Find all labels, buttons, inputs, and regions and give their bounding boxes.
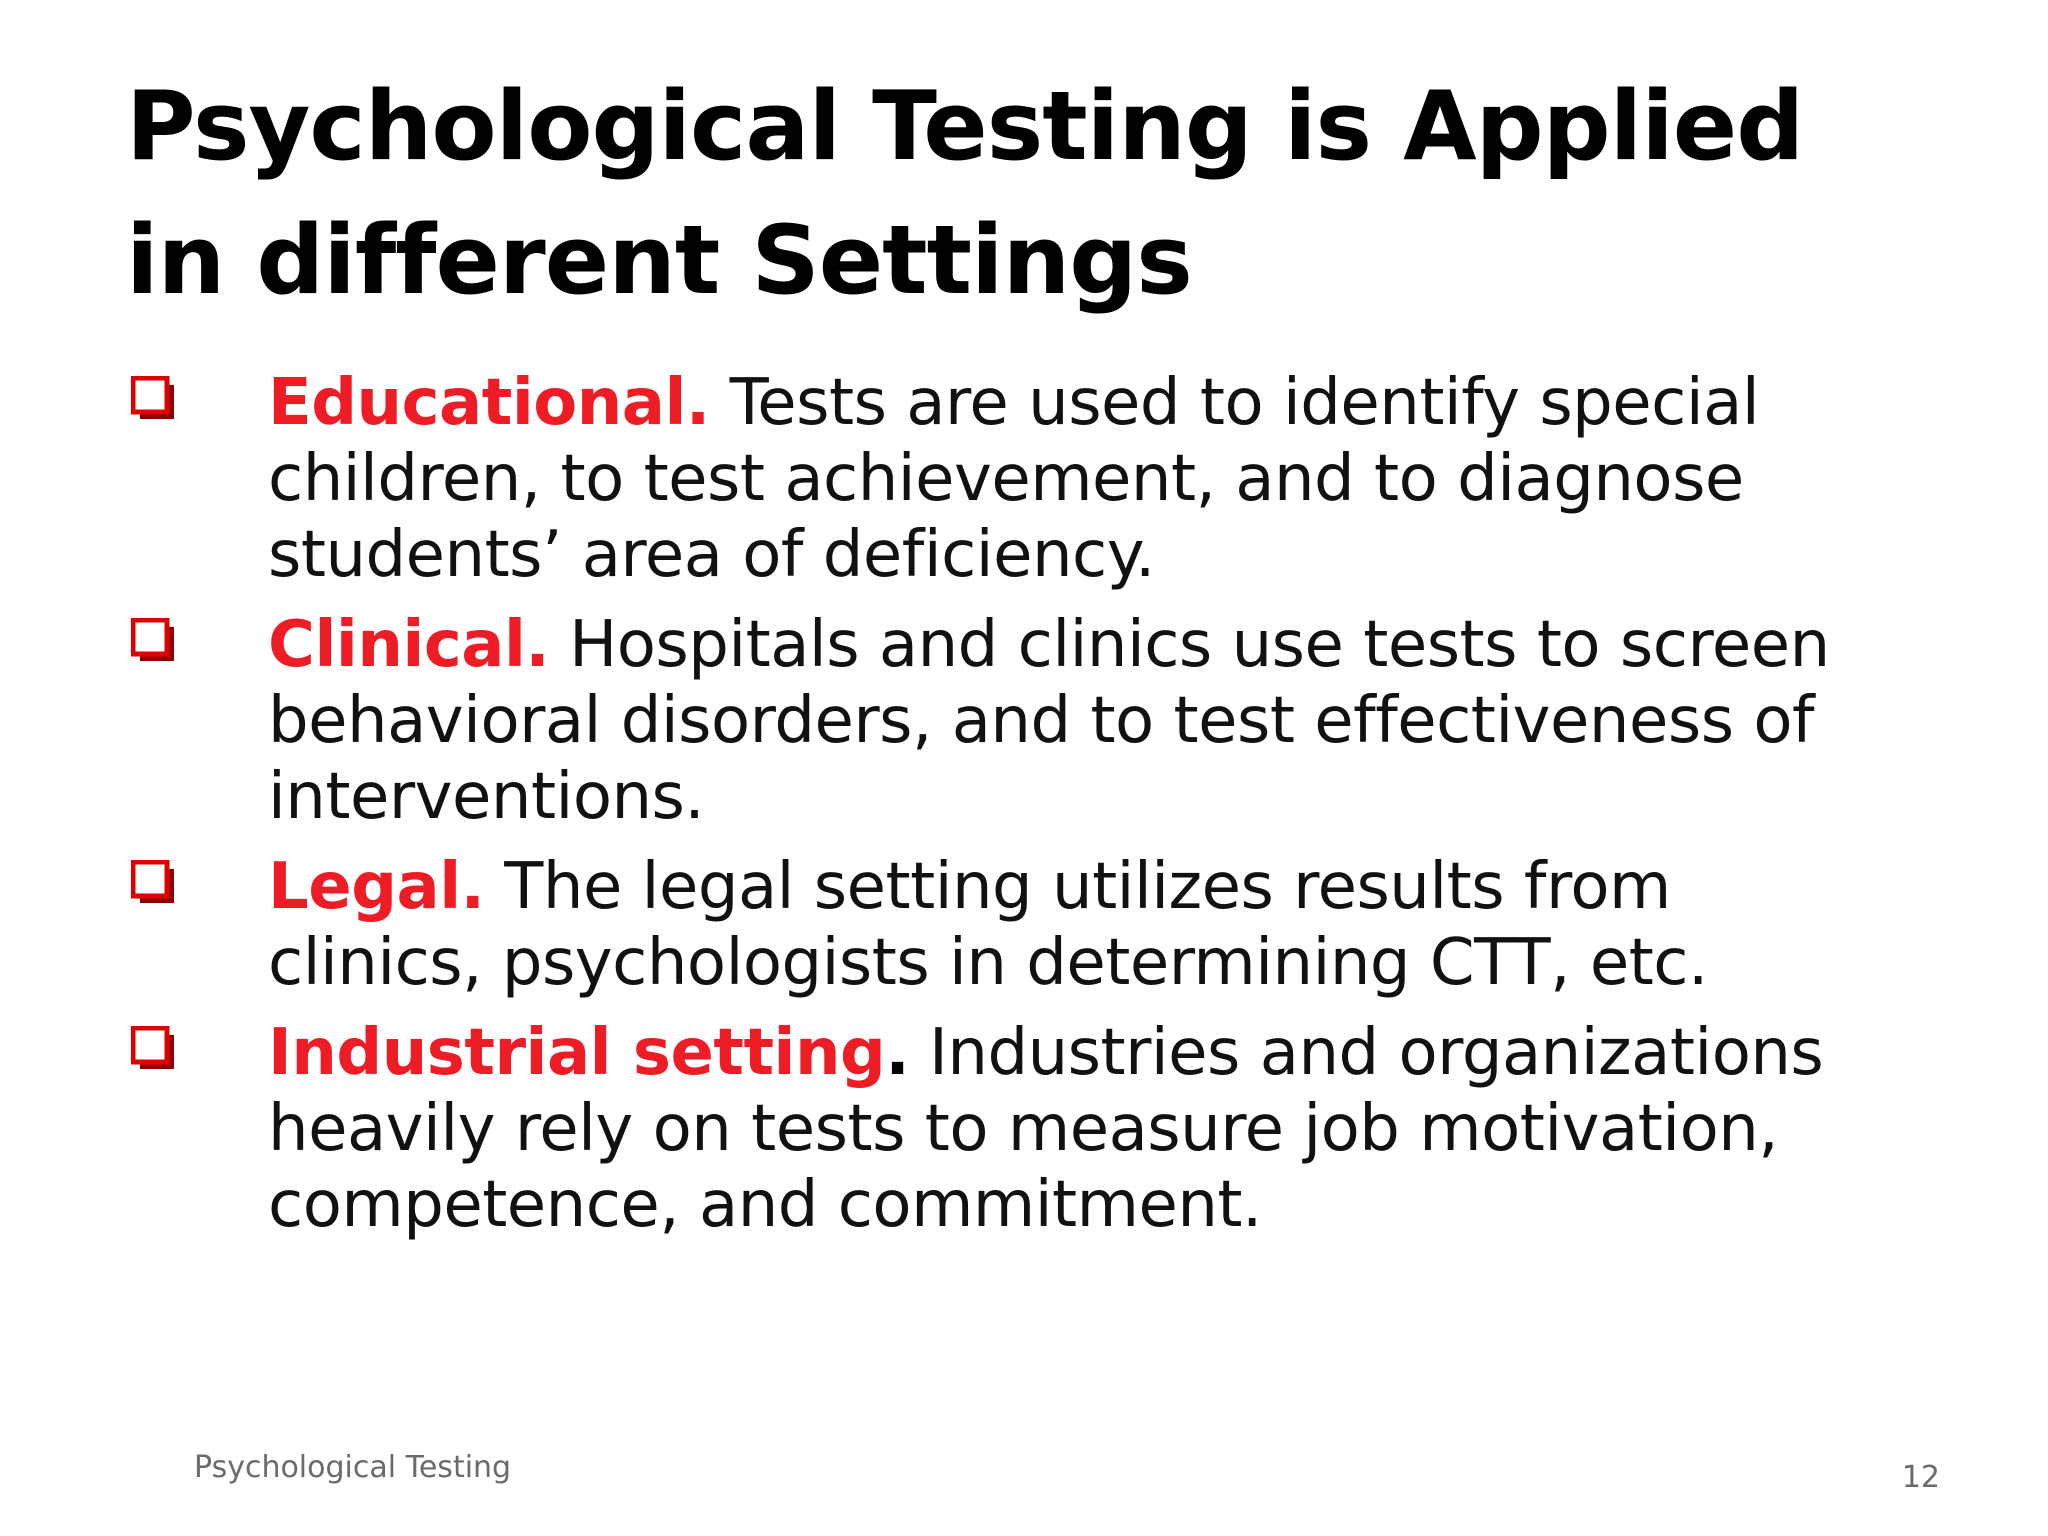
bullet-text [268,1015,1868,1243]
bullet-description: Industries and organizations heavily rely on tests to measure job motivation, competence, and commitment. [268,1016,1824,1242]
bullet-text [268,607,1868,835]
bullet-description: Hospitals and clinics use tests to screen behavioral disorders, and to test effectiveness of interventions. [268,608,1830,834]
bullet-term: Educational [268,366,686,440]
bullet-description: The legal setting utilizes results from clinics, psychologists in determining CTT, etc. [268,850,1708,1000]
page-number: 12 [1901,1460,1940,1495]
bullet-term: Clinical [268,608,526,682]
checkbox-icon [131,1026,175,1070]
bullet-term-period: . [885,1016,910,1090]
bullet-text [268,365,1868,593]
slide-title: Psychological Testing is Applied in different Settings [126,72,1804,316]
bullet-text [268,849,1868,1001]
checkbox-icon [131,860,175,904]
bullet-term-period: . [685,366,710,440]
footer-label: Psychological Testing [194,1450,512,1485]
checkbox-icon [131,618,175,662]
bullet-term-period: . [460,850,485,924]
bullet-term: Industrial setting [268,1016,886,1090]
checkbox-icon [131,376,175,420]
bullet-description: Tests are used to identify special children, to test achievement, and to diagnose students’ area of deficiency. [268,366,1760,592]
bullet-term: Legal [268,850,461,924]
bullet-term-period: . [525,608,550,682]
